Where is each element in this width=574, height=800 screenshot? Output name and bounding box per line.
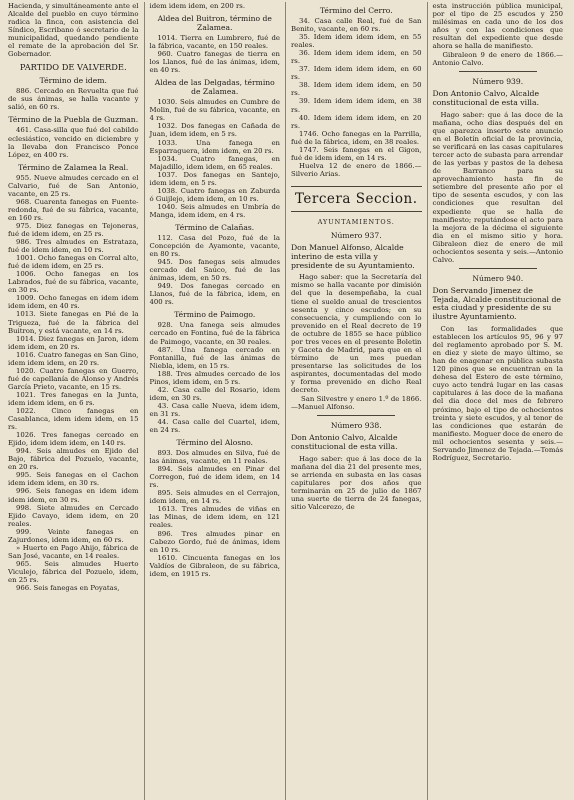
paragraph: 188. Tres almudes cercado de los Pinos, idem idem, en 5 rs. (149, 369, 280, 386)
paragraph: » Huerto en Pago Ahijo, fábrica de San José, vacante, en 14 reales. (8, 543, 139, 560)
paragraph: 996. Seis fanegas en idem idem idem idem, en 30 rs. (8, 487, 139, 504)
paragraph: 1026. Tres fanegas cercado en Ejido, idem idem idem, en 140 rs. (8, 431, 139, 448)
paragraph: 998. Siete almudes en Cercado Ejido Cavayo, idem idem, en 20 reales. (8, 503, 139, 528)
paragraph: 986. Tres almudes en Estrataza, fué de idem idem, en 10 rs. (8, 238, 139, 255)
paragraph: Gibraleon 9 de enero de 1866.—Antonio Calvo. (432, 51, 563, 68)
paragraph: 949. Dos fanegas cercado en Llanos, fué de la fábrica, idem, en 400 rs. (149, 282, 280, 307)
column-1 (8, 2, 144, 800)
paragraph: 487. Una fanega cercado en Fontanilla, fué de las ánimas de Niebla, idem, en 15 rs. (149, 345, 280, 370)
notice-number: Número 939. (472, 77, 524, 87)
paragraph: 38. Idem idem idem idem, en 50 rs. (291, 81, 422, 98)
paragraph: 1610. Cincuenta fanegas en los Valdíos de Gibraleon, de su fábrica, idem, en 1915 rs. (149, 553, 280, 578)
paragraph: 886. Cercado en Revuelta que fué de sus ánimas, se halla vacante y salió, en 60 rs. (8, 87, 139, 112)
paragraph: 39. Idem idem idem idem, en 38 rs. (291, 97, 422, 114)
paragraph: 43. Casa calle Nueva, idem idem, en 31 rs. (149, 401, 280, 418)
paragraph: 1014. Diez fanegas en Jaron, idem idem idem, en 20 rs. (8, 334, 139, 351)
term-heading: Término de Calañas. (175, 222, 255, 232)
notice-lead: Don Servando Jimenez de Tejada, Alcalde constitucional de esta ciudad y presidente de su ilustre Ayuntamiento. (432, 285, 561, 322)
paragraph: 1013. Siete fanegas en Pié de la Trigueza, fué de la fábrica del Buitron, y está vacante, en 14 rs. (8, 310, 139, 335)
notice-lead: Don Manuel Alfonso, Alcalde interino de esta villa y presidente de su Ayuntamiento. (291, 242, 415, 270)
paragraph: 42. Casa calle del Rosario, idem idem, en 30 rs. (149, 385, 280, 402)
separator-rule (317, 415, 395, 416)
term-heading: Término de Paimogo. (174, 310, 256, 320)
paragraph: 112. Casa del Pozo, fué de la Concepción de Ayamonte, vacante, en 80 rs. (149, 233, 280, 259)
term-heading: Aldea de las Delgadas, término de Zalamea. (154, 78, 275, 97)
paragraph: 1033. Una fanega en Esparraguera, idem idem, en 20 rs. (149, 138, 280, 155)
paragraph: esta instrucción pública municipal, por el tipo de 25 escudos y 250 milésimas en cada uno de los dos años y con las condiciones que resultan del expediente que desde ahora se halla de manifiesto. (432, 2, 563, 51)
paragraph: 895. Seis almudes en el Cerrajon, idem idem, en 14 rs. (149, 489, 280, 506)
notice-lead: Don Antonio Calvo, Alcalde constitucional de esta villa. (432, 89, 540, 108)
paragraph: 966. Seis fanegas en Poyatas, (16, 584, 120, 593)
paragraph: 1613. Tres almudes de viñas en las Minas, de idem idem, en 121 reales. (149, 505, 280, 530)
column-2 (144, 2, 286, 800)
paragraph: 893. Dos almudes en Silva, fué de las ánimas, vacante, en 11 reales. (149, 449, 280, 466)
term-heading: Término del Alosno. (176, 438, 253, 448)
district-heading: PARTIDO DE VALVERDE. (19, 62, 127, 73)
paragraph: 1038. Cuatro fanegas en Zaburda ó Guijlejo, idem idem, en 10 rs. (149, 186, 280, 203)
paragraph: 968. Cuarenta fanegas en Fuente-redonda, fué de su fábrica, vacante, en 160 rs. (8, 197, 139, 222)
paragraph: 894. Seis almudes en Pinar del Corregon, fué de idem idem, en 14 rs. (149, 465, 280, 490)
paragraph: 1020. Cuatro fanegas en Guerro, fué de capellanía de Alonso y Andrés García Prieto, vacante, en 15 rs. (8, 366, 139, 391)
paragraph: 995. Seis fanegas en el Cachon idem idem idem, en 30 rs. (8, 471, 139, 488)
paragraph: 1746. Ocho fanegas en la Parrilla, fué de la fábrica, idem, en 38 reales. (291, 129, 422, 146)
paragraph: 1030. Seis almudes en Cumbre de Molin, fué de su fábrica, vacante, en 4 rs. (149, 98, 280, 123)
paragraph: 1040. Seis almudes en Umbría de Manga, idem idem, en 4 rs. (149, 202, 280, 219)
paragraph: 37. Idem idem idem idem, en 60 rs. (291, 65, 422, 82)
paragraph: 928. Una fanega seis almudes cercado en Fontina, fué de la fábrica de Paimogo, vacante, en 30 reales. (149, 321, 280, 346)
paragraph: Huelva 12 de enero de 1866.— Silverio Arias. (291, 161, 422, 178)
paragraph: 461. Casa-silla que fué del cabildo eclesiástico, vencido en diciembre y la llevaba don Francisco Ponce López, en 400 rs. (8, 126, 139, 159)
paragraph: 945. Dos fanegas seis almudes cercado del Saúco, fué de las ánimas, idem, en 50 rs. (149, 258, 280, 283)
paragraph: 896. Tres almudes pinar en Cabezo Gordo, fué de ánimas, idem en 10 rs. (149, 529, 280, 554)
paragraph: idem idem idem, en 200 rs. (149, 2, 246, 10)
term-heading: Aldea del Buitron, término de Zalamea. (157, 14, 272, 33)
term-heading: Término del Cerro. (319, 6, 393, 15)
paragraph: 999. Veinte fanegas en Zajurdones, idem idem, en 60 rs. (8, 527, 139, 544)
notice-lead: Don Antonio Calvo, Alcalde constitucional de esta villa. (291, 433, 398, 451)
separator-rule (459, 71, 537, 72)
paragraph: Hago saber: que la Secretaría del mismo se halla vacante por dimisión del que la desempeñaba, la cual tiene el sueldo anual de trescientos sesenta y cinco escudos; en su consecuencia, y cumpliendo con lo prevenido en el Real decreto de 19 de octubre de 1855 se hace público por tres veces en el presente Boletin y Gaceta de Madrid, para que en el término de un mes puedan presentarse las solicitudes de los aspirantes, documentadas del modo y forma prevenido en dicho Real decreto. (291, 273, 422, 395)
section-subtitle: AYUNTAMIENTOS. (317, 217, 395, 226)
paragraph: 955. Nueve almudes cercado en el Calvario, fué de San Antonio, vacante, en 25 rs. (8, 173, 139, 198)
paragraph: Con las formalidades que establecen los artículos 95, 96 y 97 del reglamento aprobado por S. M. en diez y siete de mayo último, se han de enagenar en pública subasta 120 pinos que se encuentran en la dehesa del Estero de este término, cuyo acto tendrá lugar en las casas capitulares á las doce de la mañana del dia doce del mes de febrero próximo, bajo el tipo de ochocientos treinta y siete escudos, y al tenor de las condiciones que estarán de manifiesto. Moguer doce de enero de mil ochocientos sesenta y seis.—Servando Jimenez de Tejada.—Tomás Rodríguez, Secretario. (432, 325, 563, 462)
paragraph: 1022. Cinco fanegas en Casablanca, idem idem idem, en 15 rs. (8, 407, 139, 432)
paragraph: Hacienda, y simultáneamente ante el Alcalde del pueblo en cuyo término radica la finca, con asistencia del Síndico, Escribano ó secretario de la municipalidad, quedando pendiente el remate de la aprobación del Sr. Gobernador. (8, 2, 139, 59)
paragraph: Hago saber: que á las doce de la mañana del dia 21 del presente mes, se arrienda en subasta en las casas capitulares por dos años que terminarán en 25 de julio de 1867 una suerte de tierra de 24 fanegas, sitio Valcerezo, de (291, 454, 422, 512)
paragraph: 965. Seis almudes Huerto Viculejo, fábrica del Pozuelo, idem, en 25 rs. (8, 559, 139, 584)
paragraph: 36. Idem idem idem idem, en 50 rs. (291, 49, 422, 66)
paragraph: 960. Cuatro fanegas de tierra en los Llanos, fué de las ánimas, idem, en 40 rs. (149, 50, 280, 75)
paragraph: 1016. Cuatro fanegas en San Gino, idem idem idem, en 20 rs. (8, 350, 139, 367)
notice-number: Número 940. (472, 273, 524, 283)
term-heading: Término de idem. (39, 76, 107, 86)
section-title: Tercera Seccion. (291, 186, 422, 212)
paragraph: 40. Idem idem idem idem, en 20 rs. (291, 113, 422, 130)
paragraph: 34. Casa calle Real, fué de San Benito, vacante, en 60 rs. (291, 17, 422, 34)
paragraph: 1009. Ocho fanegas en idem idem idem idem, en 40 rs. (8, 294, 139, 311)
term-heading: Término de Zalamea la Real. (18, 162, 129, 172)
paragraph: 994. Seis almudes en Ejido del Bajo, fábrica del Pozuelo, vacante, en 20 rs. (8, 447, 139, 472)
separator-rule (459, 268, 537, 269)
column-4 (427, 2, 569, 800)
term-heading: Término de la Puebla de Guzman. (8, 115, 139, 125)
paragraph: 1006. Ocho fanegas en los Labrados, fué de su fábrica, vacante, en 30 rs. (8, 270, 139, 295)
notice-number: Número 938. (330, 421, 382, 431)
column-3 (285, 2, 427, 800)
paragraph: 1021. Tres fanegas en la Junta, idem idem idem, en 6 rs. (8, 390, 139, 407)
paragraph: 1037. Dos fanegas en Santejo, idem idem, en 5 rs. (149, 170, 280, 187)
paragraph: 44. Casa calle del Cuartel, idem, en 24 rs. (149, 417, 280, 435)
paragraph: 975. Diez fanegas en Tejoneras, fué de idem idem, en 25 rs. (8, 221, 139, 238)
paragraph: 35. Idem idem idem idem, en 55 reales. (291, 33, 422, 50)
notice-number: Número 937. (330, 230, 382, 240)
paragraph: Hago saber: que á las doce de la mañana, ocho dias después del en que aparezca inserto este anuncio en el Boletín oficial de la provincia, se verificará en las casas capitulares tercer acto de subasta para arrendar de las yerbas y pastos de la dehesa de Barranco para su aprovechamiento hasta fin de setiembre del presente año por el tipo de sesenta escudos, y con las condiciones que resultan del expediente que se halla de manifiesto; reputándose el acto para la mejora de la décima el siguiente dia en el mismo sitio y hora. Gibraleon diez de enero de mil ochocientos sesenta y seis.—Antonio Calvo. (432, 110, 563, 264)
paragraph: 1034. Cuatro fanegas, en Majadillo, idem idem, en 65 reales. (149, 154, 280, 171)
paragraph: 1032. Dos fanegas en Cañada de Juan, idem idem, en 5 rs. (149, 122, 280, 139)
paragraph: 1747. Seis fanegas en el Gigon, fué de idem idem, en 14 rs. (291, 145, 422, 162)
paragraph: San Silvestre y enero 1.º de 1866.—Manuel Alfonso. (291, 395, 422, 412)
paragraph: 1014. Tierra en Lumbrero, fué de la fábrica, vacante, en 150 reales. (149, 34, 280, 51)
paragraph: 1001. Ocho fanegas en Corral alto, fué de idem idem, en 25 rs. (8, 254, 139, 271)
